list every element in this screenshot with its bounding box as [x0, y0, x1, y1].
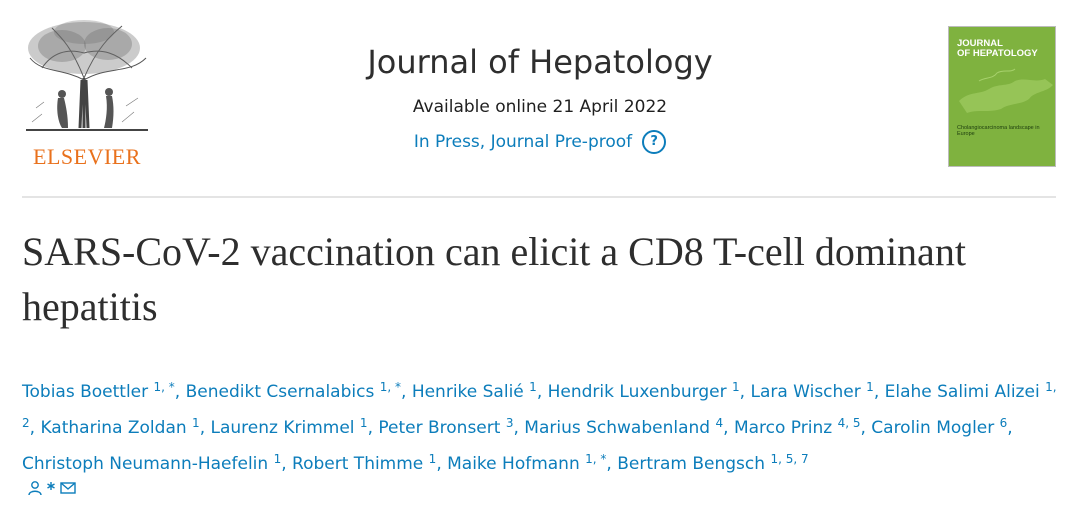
- author-affiliation-sup[interactable]: 1: [529, 380, 537, 394]
- author-name[interactable]: Elahe Salimi Alizei: [884, 382, 1040, 402]
- author-name[interactable]: Laurenz Krimmel: [210, 418, 355, 438]
- author-name[interactable]: Maike Hofmann: [447, 454, 580, 474]
- author-separator: ,: [606, 454, 618, 474]
- author-affiliation-sup[interactable]: 1, *: [379, 380, 401, 394]
- author-affiliation-sup[interactable]: 6: [999, 416, 1008, 430]
- author-affiliation-sup[interactable]: 1, 2: [22, 380, 1057, 430]
- author-affiliation-sup[interactable]: 1, *: [585, 452, 607, 466]
- journal-info: [300, 40, 780, 154]
- author-list: [22, 374, 1062, 482]
- author-link[interactable]: [22, 382, 175, 402]
- author-separator: ,: [1007, 418, 1013, 438]
- article-title: SARS-CoV-2 vaccination can elicit a CD8 T-cell dominant hepatitis: [22, 229, 966, 329]
- author-name[interactable]: Hendrik Luxenburger: [547, 382, 727, 402]
- cover-subtitle: Cholangiocarcinoma landscape in Europe: [957, 125, 1040, 137]
- author-affiliation-sup[interactable]: 1: [732, 380, 740, 394]
- author-icons[interactable]: [27, 480, 77, 500]
- author-name[interactable]: Bertram Bengsch: [617, 454, 766, 474]
- cover-title: [957, 39, 1053, 59]
- author-name[interactable]: Robert Thimme: [292, 454, 424, 474]
- author-name[interactable]: Lara Wischer: [750, 382, 861, 402]
- author-separator: ,: [367, 418, 379, 438]
- author-separator: ,: [860, 418, 872, 438]
- publisher-name: ELSEVIER: [33, 144, 141, 169]
- author-link[interactable]: [292, 454, 436, 474]
- europe-map-icon: [949, 61, 1056, 121]
- author-link[interactable]: [750, 382, 873, 402]
- author-affiliation-sup[interactable]: 1, 5, 7: [770, 452, 809, 466]
- author-link[interactable]: [22, 454, 281, 474]
- author-link[interactable]: [617, 454, 808, 474]
- author-name[interactable]: Marco Prinz: [733, 418, 833, 438]
- journal-header: [0, 0, 1080, 196]
- author-link[interactable]: [548, 382, 740, 402]
- author-separator: ,: [174, 382, 186, 402]
- cover-title-line1: JOURNAL: [957, 38, 1003, 49]
- author-affiliation-sup[interactable]: 1: [866, 380, 874, 394]
- author-affiliation-sup[interactable]: 1: [192, 416, 200, 430]
- author-name[interactable]: Tobias Boettler: [22, 382, 149, 402]
- author-name[interactable]: Carolin Mogler: [871, 418, 995, 438]
- header-divider: [22, 196, 1056, 198]
- author-link[interactable]: [412, 382, 537, 402]
- author-separator: ,: [29, 418, 41, 438]
- journal-cover-image[interactable]: [948, 26, 1056, 167]
- author-name[interactable]: Peter Bronsert: [378, 418, 501, 438]
- author-name[interactable]: Marius Schwabenland: [524, 418, 711, 438]
- author-name[interactable]: Benedikt Csernalabics: [185, 382, 375, 402]
- author-affiliation-sup[interactable]: 1, *: [153, 380, 175, 394]
- author-separator: ,: [739, 382, 751, 402]
- asterisk-icon[interactable]: [45, 480, 57, 500]
- author-separator: ,: [401, 382, 412, 402]
- author-link[interactable]: [40, 418, 199, 438]
- author-affiliation-sup[interactable]: 1: [359, 416, 368, 430]
- author-link[interactable]: [447, 454, 606, 474]
- author-link[interactable]: [871, 418, 1007, 438]
- person-icon[interactable]: [27, 480, 43, 500]
- author-affiliation-sup[interactable]: 1: [273, 452, 282, 466]
- author-separator: ,: [436, 454, 448, 474]
- author-name[interactable]: Henrike Salié: [411, 382, 524, 402]
- author-name[interactable]: Katharina Zoldan: [40, 418, 187, 438]
- author-link[interactable]: [734, 418, 861, 438]
- author-link[interactable]: [378, 418, 513, 438]
- cover-title-line2: OF HEPATOLOGY: [957, 48, 1038, 59]
- author-separator: ,: [536, 382, 548, 402]
- author-affiliation-sup[interactable]: 4, 5: [837, 416, 861, 430]
- journal-title[interactable]: Journal of Hepatology: [367, 43, 713, 81]
- tree-logo-icon: [22, 18, 152, 138]
- author-name[interactable]: Christoph Neumann-Haefelin: [22, 454, 269, 474]
- author-separator: ,: [199, 418, 211, 438]
- status-label[interactable]: In Press, Journal Pre-proof: [413, 132, 633, 152]
- author-separator: ,: [873, 382, 885, 402]
- elsevier-logo[interactable]: [22, 18, 152, 168]
- help-icon[interactable]: ?: [642, 130, 666, 154]
- author-affiliation-sup[interactable]: 3: [505, 416, 514, 430]
- envelope-icon[interactable]: [59, 480, 77, 500]
- author-link[interactable]: [524, 418, 723, 438]
- author-affiliation-sup[interactable]: 4: [715, 416, 724, 430]
- author-link[interactable]: [186, 382, 401, 402]
- author-link[interactable]: [211, 418, 368, 438]
- author-affiliation-sup[interactable]: 1: [428, 452, 437, 466]
- author-separator: ,: [723, 418, 734, 438]
- author-separator: ,: [513, 418, 525, 438]
- author-separator: ,: [281, 454, 293, 474]
- available-online-date: Available online 21 April 2022: [412, 97, 668, 117]
- article-status-link[interactable]: [414, 130, 666, 154]
